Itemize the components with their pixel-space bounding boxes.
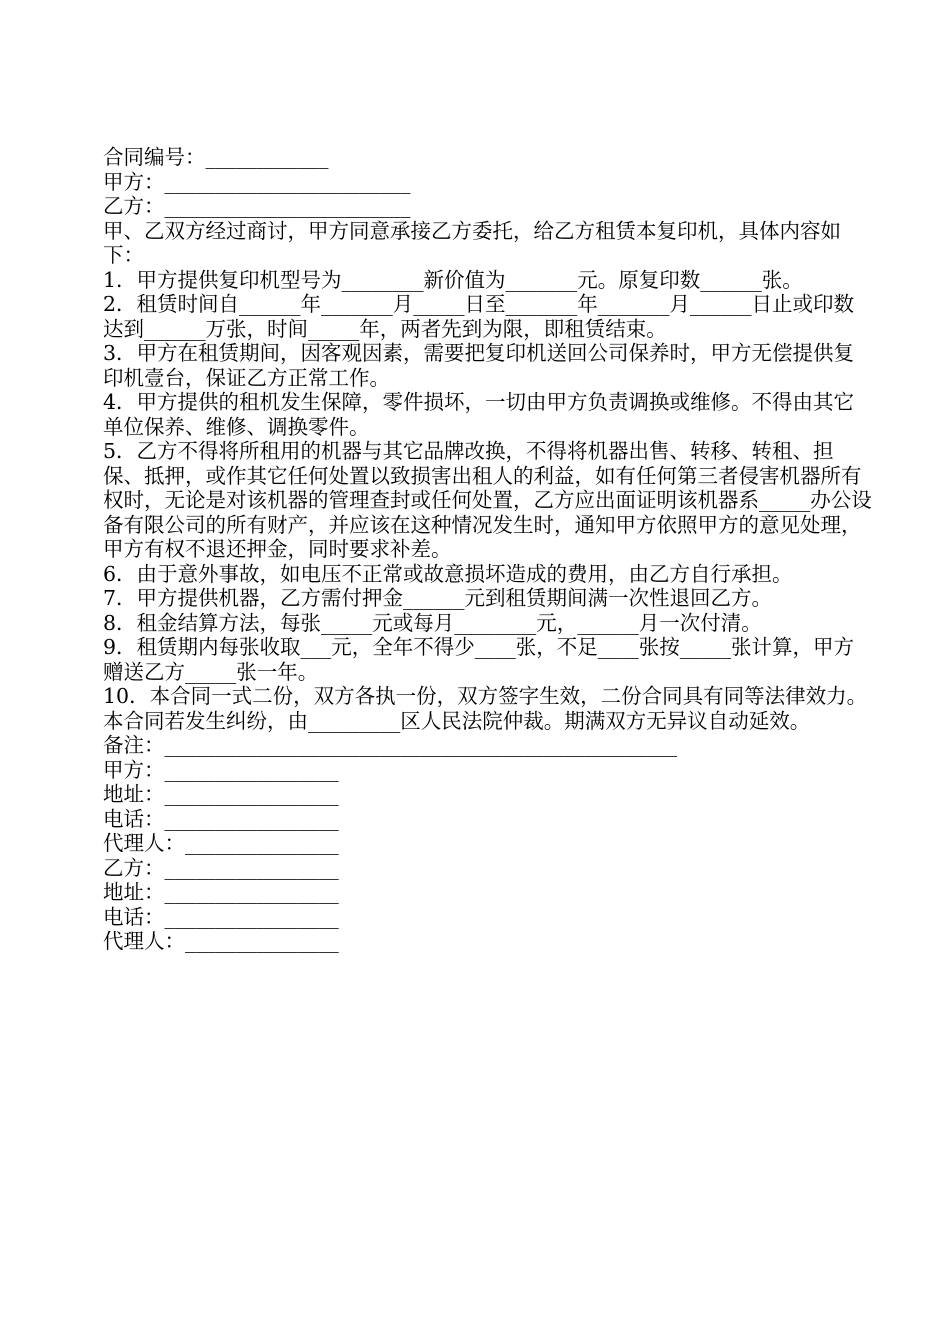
clause-1: 1．甲方提供复印机型号为________新价值为_______元。原复印数______张。 (103, 267, 803, 292)
party-a-line: 甲方：________________________ (103, 169, 411, 194)
signature-party-a-agent: 代理人：_______________ (103, 831, 339, 855)
clause-4: 4．甲方提供的租机发生保障，零件损坏，一切由甲方负责调换或维修。不得由其它单位保养、维修、调换零件。 (103, 390, 855, 439)
clause-9: 9．租赁期内每张收取___元，全年不得少____张，不足____张按_____张计算，甲方赠送乙方_____张一年。 (103, 635, 855, 684)
signature-party-b-address: 地址：_________________ (103, 880, 339, 904)
contract-number-line: 合同编号：____________ (103, 145, 329, 169)
clause-7: 7．甲方提供机器，乙方需付押金______元到租赁期间满一次性退回乙方。 (103, 586, 773, 610)
party-b-line: 乙方：________________________ (103, 194, 411, 218)
clause-10: 10．本合同一式二份，双方各执一份，双方签字生效，二份合同具有同等法律效力。本合同若发生纠纷，由_________区人民法院仲裁。期满双方无异议自动延效。 (103, 684, 868, 733)
clause-2: 2．租赁时间自______年_______月_____日至_______年_______月______日止或印数达到______万张，时间_____年，两者先到为限，即租赁结束。 (103, 292, 855, 341)
signature-party-a-phone: 电话：_________________ (103, 806, 339, 831)
clause-3: 3．甲方在租赁期间，因客观因素，需要把复印机送回公司保养时，甲方无偿提供复印机壹台，保证乙方正常工作。 (103, 341, 855, 390)
signature-party-a-address: 地址：_________________ (103, 782, 339, 806)
clause-6: 6．由于意外事故，如电压不正常或故意损坏造成的费用，由乙方自行承担。 (103, 561, 793, 586)
remarks-line: 备注：__________________________________________________ (103, 733, 677, 757)
signature-party-b-agent: 代理人：_______________ (103, 929, 339, 953)
clause-5: 5．乙方不得将所租用的机器与其它品牌改换，不得将机器出售、转移、转租、担保、抵押，或作其它任何处置以致损害出租人的利益，如有任何第三者侵害机器所有权时，无论是对该机器的管理查封或任何处置，乙方应出面证明该机器系_____办公设备有限公司的所有财产，并应该在这种情况发生时，通知甲方依照甲方的意见处理，甲方有权不退还押金，同时要求补差。 (103, 439, 872, 561)
signature-party-b: 乙方：_________________ (103, 855, 339, 880)
contract-document (103, 145, 873, 954)
signature-party-b-phone: 电话：_________________ (103, 904, 339, 929)
signature-party-a: 甲方：_________________ (103, 757, 339, 782)
clause-8: 8．租金结算方法，每张_____元或每月________元，______月一次付清。 (103, 610, 762, 635)
intro-paragraph: 甲、乙双方经过商讨，甲方同意承接乙方委托，给乙方租赁本复印机，具体内容如下： (103, 218, 841, 267)
